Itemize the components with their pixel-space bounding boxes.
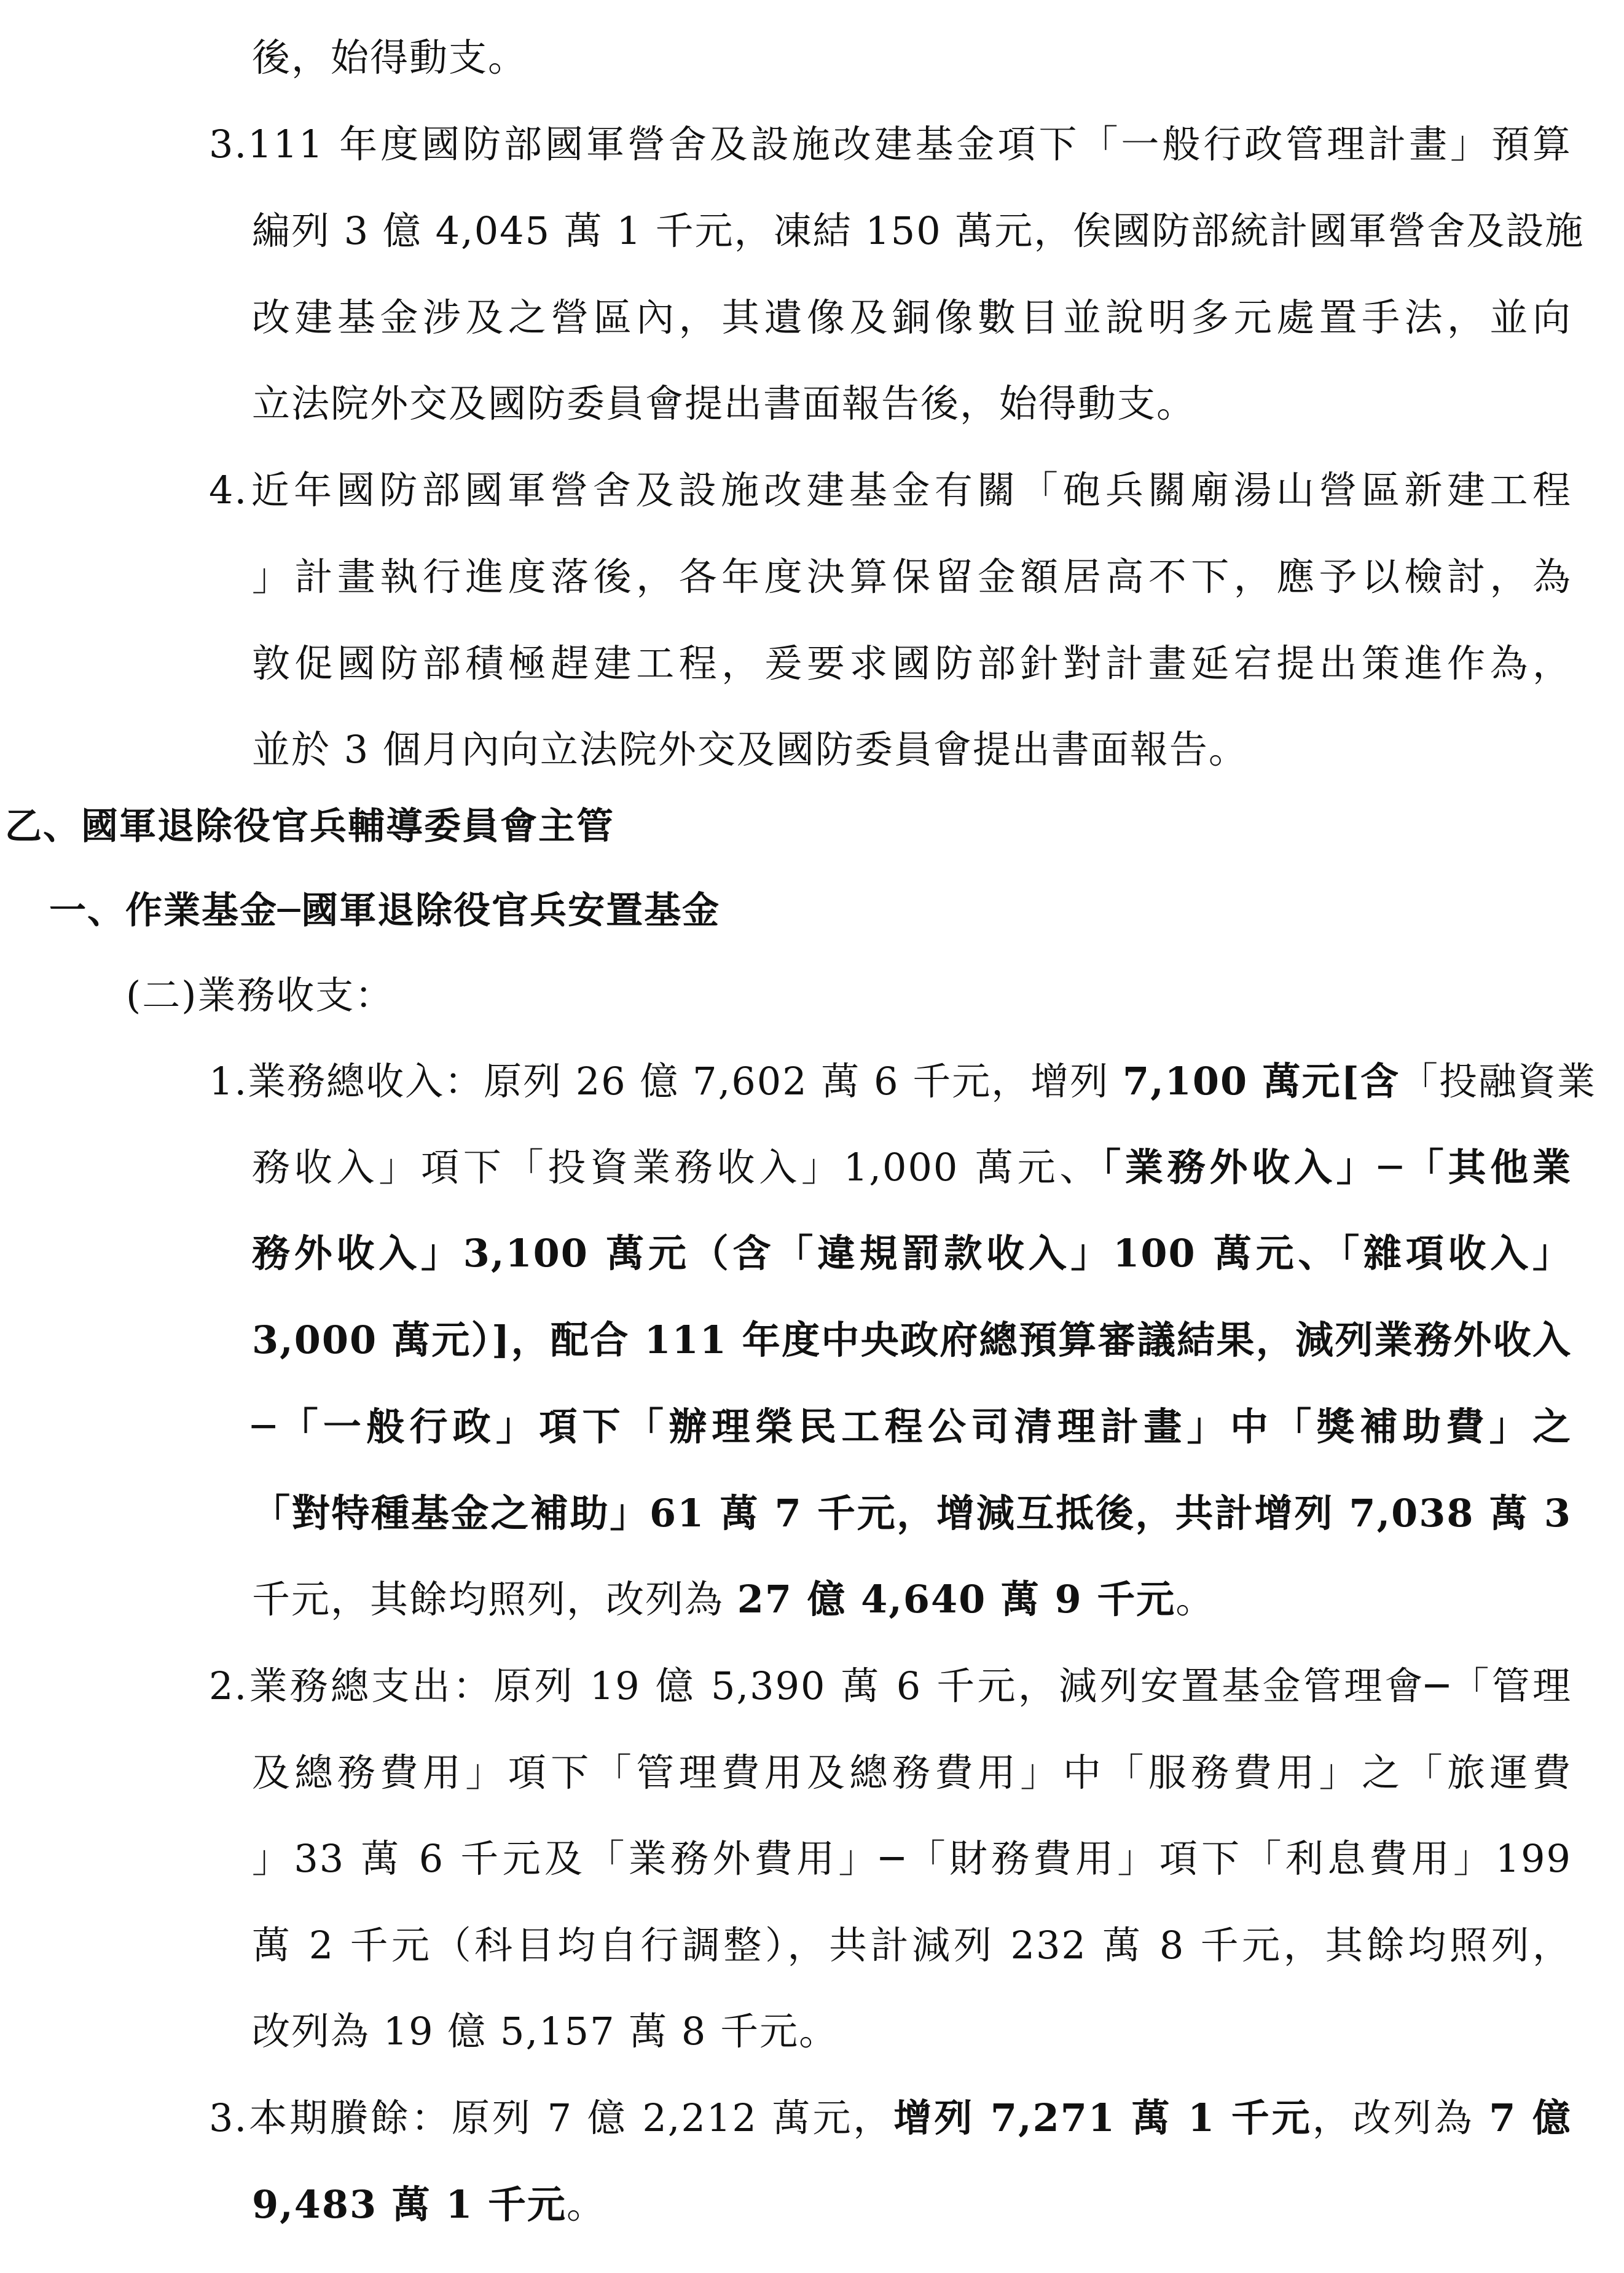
item-4-line-3: 敦促國防部積極趕建工程，爰要求國防部針對計畫延宕提出策進作為， <box>252 641 1572 686</box>
item-3-line-4: 立法院外交及國防委員會提出書面報告後，始得動支。 <box>252 381 1196 426</box>
text-line: 後，始得動支。 <box>252 35 528 80</box>
business-item-2-line-5: 改列為 19 億 5,157 萬 8 千元。 <box>252 2009 839 2054</box>
business-item-2-line-2: 及總務費用」項下「管理費用及總務費用」中「服務費用」之「旅運費 <box>252 1750 1572 1795</box>
subheading-business: (二)業務收支： <box>126 973 394 1018</box>
item-3-line-3: 改建基金涉及之營區內，其遺像及銅像數目並說明多元處置手法，並向 <box>252 295 1572 340</box>
item-3-line-1: 3.111 年度國防部國軍營舍及設施改建基金項下「一般行政管理計畫」預算 <box>209 122 1572 167</box>
business-item-1-line-4: 3,000 萬元）]，配合 111 年度中央政府總預算審議結果，減列業務外收入 <box>252 1317 1572 1362</box>
business-item-1-line-6: 「對特種基金之補助」61 萬 7 千元，增減互抵後，共計增列 7,038 萬 3 <box>252 1491 1572 1536</box>
business-item-1-line-2: 務收入」項下「投資業務收入」1,000 萬元、「業務外收入」─「其他業 <box>252 1145 1572 1190</box>
business-item-3-line-2: 9,483 萬 1 千元。 <box>252 2182 606 2227</box>
business-item-3-line-1: 3.本期賸餘：原列 7 億 2,212 萬元，增列 7,271 萬 1 千元，改列為 7 億 <box>209 2095 1572 2140</box>
item-4-line-4: 並於 3 個月內向立法院外交及國防委員會提出書面報告。 <box>252 727 1248 772</box>
business-item-1-line-1: 1.業務總收入：原列 26 億 7,602 萬 6 千元，增列 7,100 萬元[含「投融資業 <box>209 1059 1597 1104</box>
business-item-1-line-5: ─「一般行政」項下「辦理榮民工程公司清理計畫」中「獎補助費」之 <box>252 1404 1572 1449</box>
business-item-1-line-3: 務外收入」3,100 萬元（含「違規罰款收入」100 萬元、「雜項收入」 <box>252 1231 1572 1276</box>
business-item-2-line-4: 萬 2 千元（科目均自行調整），共計減列 232 萬 8 千元，其餘均照列， <box>252 1923 1572 1968</box>
subsection-heading-1: 一、作業基金─國軍退除役官兵安置基金 <box>49 889 721 932</box>
section-heading-yi: 乙、國軍退除役官兵輔導委員會主管 <box>5 805 614 848</box>
business-item-1-line-7: 千元，其餘均照列，改列為 27 億 4,640 萬 9 千元。 <box>252 1577 1215 1622</box>
item-4-line-2: 」計畫執行進度落後，各年度決算保留金額居高不下，應予以檢討，為 <box>252 554 1572 599</box>
business-item-2-line-1: 2.業務總支出：原列 19 億 5,390 萬 6 千元，減列安置基金管理會─「管理 <box>209 1663 1572 1708</box>
item-4-line-1: 4.近年國防部國軍營舍及設施改建基金有關「砲兵關廟湯山營區新建工程 <box>209 468 1572 512</box>
item-3-line-2: 編列 3 億 4,045 萬 1 千元，凍結 150 萬元，俟國防部統計國軍營舍及設施 <box>252 208 1585 253</box>
business-item-2-line-3: 」33 萬 6 千元及「業務外費用」─「財務費用」項下「利息費用」199 <box>252 1836 1572 1881</box>
